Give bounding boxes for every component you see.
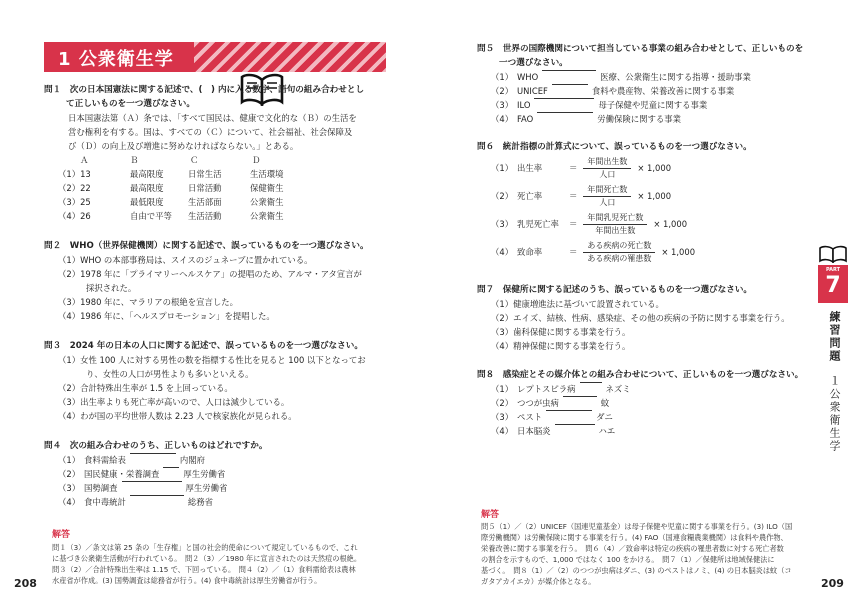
question-4-option: （4） 食中毒統計 総務省 [58,497,213,507]
question-5-heading: 問５ 世界の国際機関について担当している事業の組み合わせとして、正しいものを [477,44,804,54]
fraction: $\frac{\text{年間死亡数}}{\text{人口}}$ [583,184,631,209]
question-3-heading: 問３ 2024 年の日本の人口に関する記述で、誤っているものを一つ選びなさい。 [44,341,363,351]
part-badge: PART 7 [818,265,848,303]
question-6 [477,140,817,266]
question-3-option: （1）女性 100 人に対する男性の数を指標する性比を見ると 100 以下となってお [58,355,366,365]
question-1-heading-cont: て正しいものを一つ選びなさい。 [66,99,195,109]
question-7-option: （2）エイズ、結核、性病、感染症、その他の疾病の予防に関する事業を行う。 [491,313,790,323]
side-tab-title: 練習問題 [828,311,841,363]
question-5-option: （3） ILO 母子保健や児童に関する事業 [491,100,708,110]
answers-title: 解答 [481,510,500,520]
question-8-option: （3） ペスト ダニ [491,412,613,422]
fraction: $\frac{\text{年間乳児死亡数}}{\text{年間出生数}}$ [583,212,647,237]
question-2-heading: 問２ WHO（世界保健機関）に関する記述で、誤っているものを一つ選びなさい。 [44,241,369,251]
question-4-option: （3） 国勢調査 厚生労働省 [58,483,228,493]
question-4-option: （2） 国民健康・栄養調査 厚生労働省 [58,469,226,479]
question-6-option: （4） 致命率 ＝ $\frac{\text{ある疾病の死亡数}}{\text{ある疾病の罹患数}}$ × 1,000 [491,240,696,263]
question-1-option: （3）25 最低限度 生活部面 公衆衛生 [58,197,284,207]
question-3-option: （4）わが国の平均世帯人数は 2.23 人で核家族化が見られる。 [58,411,297,421]
question-8 [477,368,817,438]
question-1-text: 営む権利を有する。国は、すべての（Ｃ）について、社会福祉、社会保障及 [68,127,353,137]
question-3-option-cont: り、女性の人口が男性よりも多いといえる。 [86,369,254,379]
question-1-option: （1）13 最高限度 日常生活 生活環境 [58,169,284,179]
question-5-option: （4） FAO 労働保険に関する事業 [491,114,681,124]
answers-title: 解答 [52,530,71,540]
question-8-option: （2） つつが虫病 蚊 [491,398,610,408]
question-3 [44,339,394,423]
question-7-option: （1）健康増進法に基づいて設置されている。 [491,299,664,309]
chapter-banner [44,42,386,72]
question-6-heading: 問６ 統計指標の計算式について、誤っているものを一つ選びなさい。 [477,142,752,152]
question-4-heading: 問４ 次の組み合わせのうち、正しいものはどれですか。 [44,441,268,451]
question-8-option: （4） 日本脳炎 ハエ [491,426,616,436]
question-2-option: （2）1978 年に「プライマリーヘルスケア」の提唱のため、アルマ・アタ宣言が [58,269,362,279]
question-5-option: （1） WHO 医療、公衆衛生に関する指導・援助事業 [491,72,751,82]
question-4-option: （1） 食料需給表 内閣府 [58,455,205,465]
question-1-option: （2）22 最高限度 日常活動 保健衛生 [58,183,284,193]
question-1-option: （4）26 自由で平等 生活活動 公衆衛生 [58,211,284,221]
side-tab-subtitle: １公衆衛生学 [828,375,841,453]
answers-block: 問１（3）／条文は第 25 条の「生存権」と国の社会的使命について規定しているもので、これ に基づき公衆衛生活動が行われている。 問２（3）／1980 年に宣言されたのは天然痘の根絶。 問３（2）／合計特殊出生率は 1.15 で、下回っている。 問４（2）／（1）食料需給表は農林 水産省が作成。(3) 国勢調査は総務省が行う。(4) 食中毒統計は厚生労働省が行う。 [52,543,362,585]
question-8-option: （1） レプトスピラ病 ネズミ [491,384,631,394]
question-7-option: （3）歯科保健に関する事業を行う。 [491,327,631,337]
question-7 [477,283,817,353]
fraction: $\frac{\text{年間出生数}}{\text{人口}}$ [583,156,631,181]
question-2-option: （1）WHO の本部事務局は、スイスのジュネーブに置かれている。 [58,255,313,265]
question-6-option: （2） 死亡率 ＝ $\frac{\text{年間死亡数}}{\text{人口}}$ × 1,000 [491,184,672,207]
question-1-text: 日本国憲法第（Ａ）条では、「すべて国民は、健康で文化的な（Ｂ）の生活を [68,113,357,123]
fraction: $\frac{\text{ある疾病の死亡数}}{\text{ある疾病の罹患数}}$ [583,240,655,265]
question-5 [477,42,817,126]
question-2-option-cont: 採択された。 [86,283,137,293]
question-2 [44,239,394,323]
question-1-text: び（Ｄ）の向上及び増進に努めなければならない。」とある。 [68,141,299,151]
question-6-option: （3） 乳児死亡率 ＝ $\frac{\text{年間乳児死亡数}}{\text{年間出生数}}$ × 1,000 [491,212,688,235]
page-number-right: 209 [821,577,844,590]
page-number-left: 208 [14,577,37,590]
answers-block: 問５（1）／（2）UNICEF（国連児童基金）は母子保健や児童に関する事業を行う。(3) ILO（国 際労働機関）は労働保険に関する事業を行う。(4) FAO（国連食糧農業機関）は食料や農作物、 栄養改善に関する事業を行う。 問６（4）／致命率は特定の疾病の罹患者数に対する死亡者数 の割合を示すもので、1,000 ではなく 100 をかける。 問７（1）／保健所は地域保健法に 基づく。 問８（1）／（2）のつつが虫病はダニ、(3) のペストはノミ、(4) の日本脳炎は蚊（コ ガタアカイエカ）が媒介体となる。 [481,522,793,586]
question-3-option: （2）合計特殊出生率が 1.5 を上回っている。 [58,383,233,393]
book-icon [818,245,848,263]
question-2-option: （3）1980 年に、マラリアの根絶を宣言した。 [58,297,239,307]
question-5-option: （2） UNICEF 食料や農産物、栄養改善に関する事業 [491,86,735,96]
question-4 [44,439,394,509]
question-8-heading: 問８ 感染症とその媒介体との組み合わせについて、正しいものを一つ選びなさい。 [477,370,804,380]
question-5-heading-cont: 一つ選びなさい。 [499,58,568,68]
question-2-option: （4）1986 年に、「ヘルスプロモーション」を提唱した。 [58,311,275,321]
question-1 [44,83,394,223]
question-1-heading: 問１ 次の日本国憲法に関する記述で、( ) 内に入る数字、語句の組み合わせとし [44,85,365,95]
question-3-option: （3）出生率よりも死亡率が高いので、人口は減少している。 [58,397,290,407]
question-7-heading: 問７ 保健所に関する記述のうち、誤っているものを一つ選びなさい。 [477,285,753,295]
question-7-option: （4）精神保健に関する事業を行う。 [491,341,631,351]
question-1-table-header: Ａ Ｂ Ｃ Ｄ [80,155,261,165]
right-page [425,0,850,602]
question-6-option: （1） 出生率 ＝ $\frac{\text{年間出生数}}{\text{人口}}$ × 1,000 [491,156,672,179]
chapter-title: 1 公衆衛生学 [58,49,174,70]
